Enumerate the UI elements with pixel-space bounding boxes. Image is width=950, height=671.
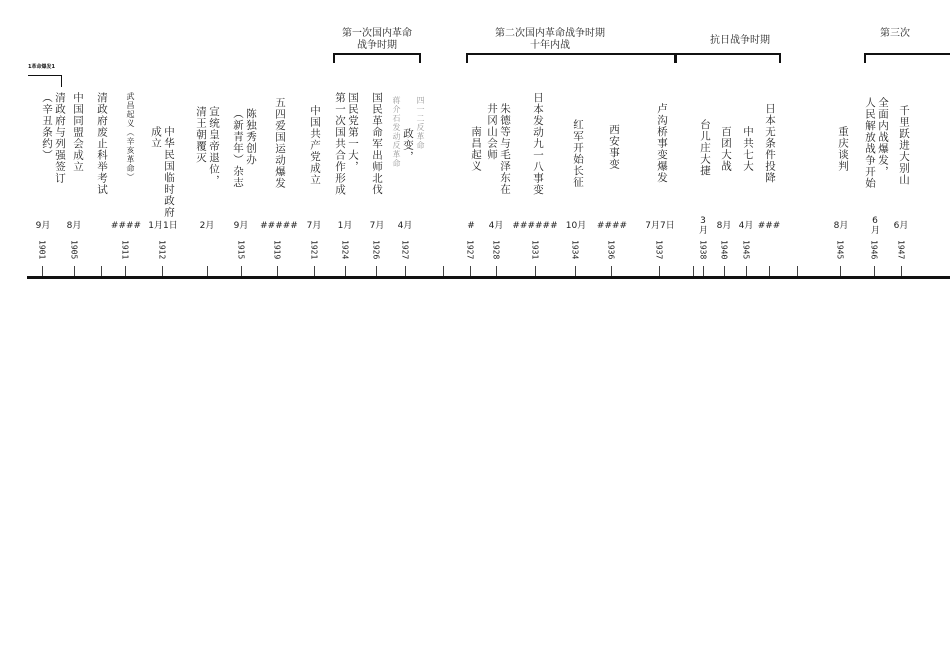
- year-label: 1934: [570, 240, 580, 260]
- event-1927-coup: 政变，: [402, 128, 414, 163]
- event-1915: 陈独秀创办 （新青年）杂志: [232, 108, 257, 189]
- year-label: 1921: [309, 240, 319, 260]
- year-label: 1915: [236, 240, 246, 260]
- event-1905: 中国同盟会成立: [72, 92, 84, 173]
- year-label: 1924: [340, 240, 350, 260]
- month-label: 1月1日: [148, 221, 178, 231]
- event-1921: 中国共产党成立: [309, 105, 321, 186]
- month-label: 8月: [833, 221, 849, 231]
- year-label: 1947: [896, 240, 906, 260]
- month-label: ######: [512, 221, 558, 231]
- period-label-2: 第二次国内革命战争时期 十年内战: [495, 28, 605, 51]
- year-label: 1936: [606, 240, 616, 260]
- month-label: 3月: [699, 216, 709, 236]
- event-1911: 武昌起义（辛亥革命）: [126, 92, 135, 182]
- event-1926: 国民革命军出师北伐: [371, 92, 383, 196]
- year-label: 1927: [465, 240, 475, 260]
- month-label: 7月: [369, 221, 385, 231]
- month-label: #: [467, 221, 475, 231]
- year-label: 1927: [400, 240, 410, 260]
- event-1919: 五四爱国运动爆发: [274, 97, 286, 189]
- event-1912: 中华民国临时政府 成立: [150, 126, 175, 218]
- period-bracket-4: [864, 53, 950, 63]
- event-1901: 清政府与列强签订 （辛丑条约）: [41, 92, 66, 184]
- month-label: ####: [596, 221, 628, 231]
- event-1938: 台儿庄大捷: [699, 119, 711, 177]
- event-1945-chongqing: 重庆谈判: [837, 126, 849, 172]
- year-label: 1937: [654, 240, 664, 260]
- event-1945-congress: 中共七大: [742, 126, 754, 172]
- event-1931: 日本发动九一八事变: [532, 92, 544, 196]
- event-1946: 全面内战爆发， 人民解放战争开始: [864, 97, 889, 189]
- month-label: 1月: [337, 221, 353, 231]
- year-label: 1938: [698, 240, 708, 260]
- month-label: 7月: [306, 221, 322, 231]
- corner-note: 1革命爆发1: [28, 64, 55, 70]
- year-label: 1946: [869, 240, 879, 260]
- year-label: 1919: [272, 240, 282, 260]
- period-label-4: 第三次: [880, 28, 910, 39]
- event-1947: 千里跃进大别山: [898, 105, 910, 186]
- event-1945-surrender: 日本无条件投降: [764, 103, 776, 184]
- event-1936: 西安事变: [608, 124, 620, 170]
- event-1927-nanchang: 南昌起义: [470, 126, 482, 172]
- month-label: ####: [110, 221, 142, 231]
- timeline-axis: [27, 276, 950, 279]
- month-label: 10月: [565, 221, 587, 231]
- year-label: 1940: [719, 240, 729, 260]
- month-label: 9月: [233, 221, 249, 231]
- event-1924: 国民党第一大， 第一次国共合作形成: [334, 92, 359, 196]
- month-label: 8月: [66, 221, 82, 231]
- period-label-1: 第一次国内革命 战争时期: [342, 28, 412, 51]
- event-1934: 红军开始长征: [572, 119, 584, 188]
- year-label: 1911: [120, 240, 130, 260]
- month-label: ###: [757, 221, 781, 231]
- year-label: 1945: [741, 240, 751, 260]
- event-1940: 百团大战: [720, 126, 732, 172]
- period-bracket-1: [333, 53, 421, 63]
- period-bracket-3: [675, 53, 781, 63]
- year-label: 1901: [37, 240, 47, 260]
- month-label: 7月7日: [645, 221, 675, 231]
- year-label: 1905: [69, 240, 79, 260]
- corner-rule: [28, 75, 62, 76]
- year-label: 1912: [157, 240, 167, 260]
- month-label: #####: [260, 221, 298, 231]
- year-label: 1926: [371, 240, 381, 260]
- event-1927-faded-a: 蒋介石发动反革命: [392, 96, 401, 168]
- corner-rule-tail: [61, 75, 62, 87]
- month-label: 2月: [199, 221, 215, 231]
- event-1928: 朱德等与毛泽东在 井冈山会师: [486, 103, 511, 195]
- month-label: 4月: [488, 221, 504, 231]
- event-1937: 卢沟桥事变爆发: [656, 103, 668, 184]
- month-label: 4月: [738, 221, 754, 231]
- month-label: 6月: [893, 221, 909, 231]
- period-bracket-2: [466, 53, 676, 63]
- month-label: 4月: [397, 221, 413, 231]
- year-label: 1931: [530, 240, 540, 260]
- event-1912-abdication: 宣统皇帝退位， 清王朝覆灭: [195, 106, 220, 187]
- event-1927-faded-b: 四一二反革命: [416, 96, 425, 150]
- month-label: 6月: [871, 216, 881, 236]
- month-label: 8月: [716, 221, 732, 231]
- year-label: 1945: [835, 240, 845, 260]
- event-exam-abolish: 清政府废止科举考试: [96, 92, 108, 196]
- period-label-3: 抗日战争时期: [710, 35, 770, 46]
- month-label: 9月: [35, 221, 51, 231]
- year-label: 1928: [491, 240, 501, 260]
